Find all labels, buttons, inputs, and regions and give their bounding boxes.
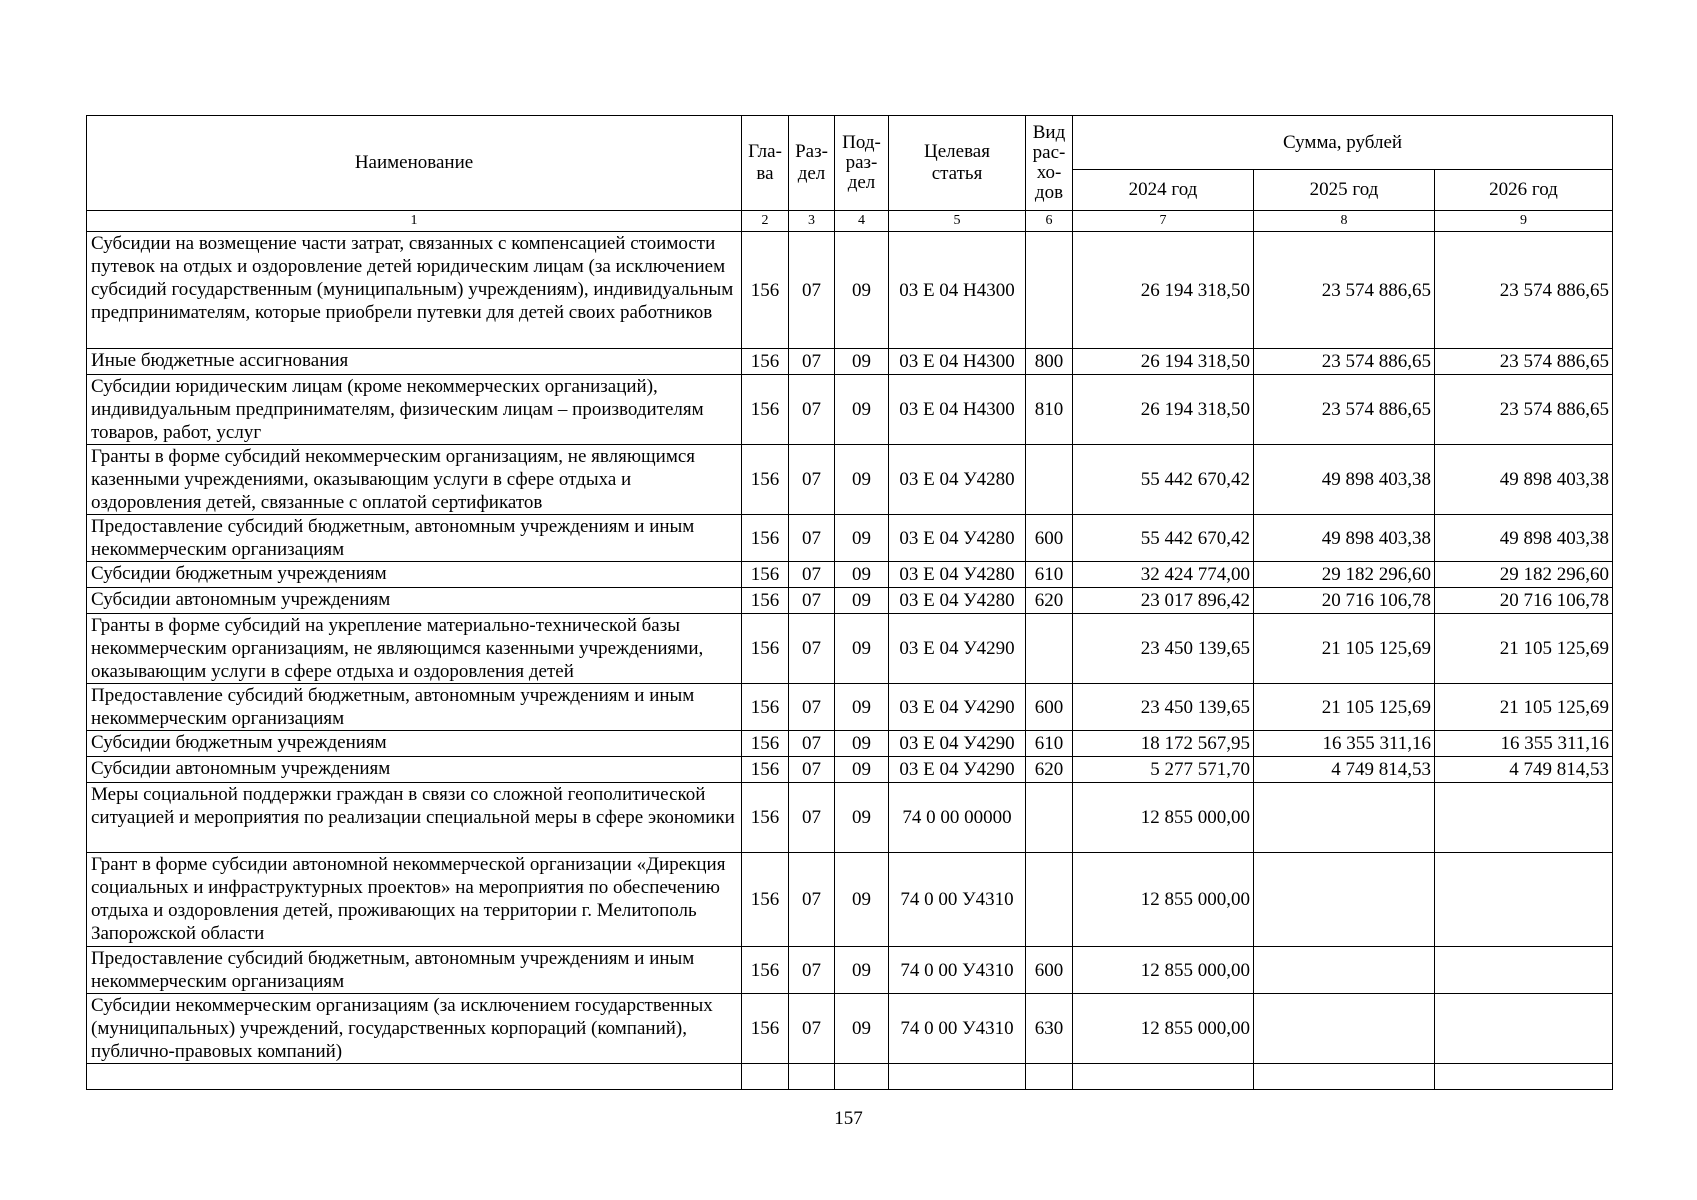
cell-expense-type: 620 <box>1026 757 1073 783</box>
column-number: 1 <box>87 211 742 232</box>
table-row <box>87 947 1613 994</box>
cell-sum-2026: 23 574 886,65 <box>1435 232 1613 349</box>
table-row <box>87 375 1613 445</box>
cell-sum-2025 <box>1254 1064 1435 1090</box>
cell-name: Гранты в форме субсидий на укрепление материально-технической базы некоммерческим организациям, не являющимся казенными учреждениями, оказывающим услуги в сфере отдыха и оздоровления детей <box>87 614 742 684</box>
cell-name: Предоставление субсидий бюджетным, автономным учреждениям и иным некоммерческим организациям <box>87 947 742 994</box>
header-2025-text: 2025 год <box>1309 179 1379 200</box>
cell-sum-2024: 55 442 670,42 <box>1073 515 1254 562</box>
cell-glava: 156 <box>742 731 789 757</box>
cell-target-article: 03 Е 04 У4290 <box>889 757 1026 783</box>
cell-target-article: 03 Е 04 У4290 <box>889 614 1026 684</box>
header-vid-text: Вид рас- хо- дов <box>1032 122 1066 203</box>
cell-sum-2025: 16 355 311,16 <box>1254 731 1435 757</box>
cell-sum-2025: 23 574 886,65 <box>1254 232 1435 349</box>
header-2026-text: 2026 год <box>1489 179 1558 200</box>
header-name-text: Наименование <box>354 152 474 173</box>
cell-razdel: 07 <box>789 731 835 757</box>
cell-sum-2025: 23 574 886,65 <box>1254 375 1435 445</box>
cell-podrazdel: 09 <box>835 562 889 588</box>
header-2025 <box>1254 170 1435 211</box>
cell-name: Меры социальной поддержки граждан в связи со сложной геополитической ситуацией и мероприятия по реализации специальной меры в сфере экономики <box>87 783 742 853</box>
cell-sum-2024: 12 855 000,00 <box>1073 994 1254 1064</box>
table-row <box>87 445 1613 515</box>
cell-sum-2024 <box>1073 1064 1254 1090</box>
cell-sum-2024: 23 017 896,42 <box>1073 588 1254 614</box>
table-row <box>87 684 1613 731</box>
cell-sum-2026 <box>1435 947 1613 994</box>
header-2024-text: 2024 год <box>1128 179 1198 200</box>
cell-razdel: 07 <box>789 757 835 783</box>
header-target-text: Целевая статья <box>924 141 990 184</box>
cell-name: Субсидии бюджетным учреждениям <box>87 562 742 588</box>
cell-expense-type: 600 <box>1026 515 1073 562</box>
column-number-row <box>87 211 1613 232</box>
cell-sum-2025 <box>1254 994 1435 1064</box>
cell-glava: 156 <box>742 947 789 994</box>
cell-razdel: 07 <box>789 232 835 349</box>
cell-glava: 156 <box>742 614 789 684</box>
cell-podrazdel: 09 <box>835 445 889 515</box>
header-name <box>87 116 742 211</box>
cell-sum-2025: 49 898 403,38 <box>1254 445 1435 515</box>
cell-sum-2025: 4 749 814,53 <box>1254 757 1435 783</box>
cell-sum-2025: 20 716 106,78 <box>1254 588 1435 614</box>
cell-glava: 156 <box>742 757 789 783</box>
cell-podrazdel: 09 <box>835 757 889 783</box>
table-row <box>87 1064 1613 1090</box>
header-sum <box>1073 116 1613 170</box>
cell-target-article: 03 Е 04 У4290 <box>889 684 1026 731</box>
cell-target-article: 74 0 00 У4310 <box>889 994 1026 1064</box>
cell-sum-2024: 55 442 670,42 <box>1073 445 1254 515</box>
cell-podrazdel: 09 <box>835 783 889 853</box>
table-row <box>87 562 1613 588</box>
header-podrazdel <box>835 116 889 211</box>
cell-razdel: 07 <box>789 515 835 562</box>
header-glava <box>742 116 789 211</box>
table-row <box>87 783 1613 853</box>
table-row <box>87 731 1613 757</box>
cell-target-article: 03 Е 04 У4280 <box>889 515 1026 562</box>
column-number: 5 <box>889 211 1026 232</box>
cell-sum-2025: 29 182 296,60 <box>1254 562 1435 588</box>
cell-podrazdel: 09 <box>835 588 889 614</box>
table-row <box>87 588 1613 614</box>
cell-expense-type: 800 <box>1026 349 1073 375</box>
cell-sum-2024: 12 855 000,00 <box>1073 853 1254 947</box>
cell-sum-2024: 26 194 318,50 <box>1073 375 1254 445</box>
cell-glava: 156 <box>742 994 789 1064</box>
cell-podrazdel: 09 <box>835 684 889 731</box>
cell-podrazdel: 09 <box>835 349 889 375</box>
cell-razdel: 07 <box>789 614 835 684</box>
cell-razdel: 07 <box>789 588 835 614</box>
table-row <box>87 994 1613 1064</box>
cell-target-article: 74 0 00 У4310 <box>889 947 1026 994</box>
header-razdel-text: Раз- дел <box>795 141 828 184</box>
cell-razdel: 07 <box>789 947 835 994</box>
column-number: 8 <box>1254 211 1435 232</box>
cell-sum-2024: 26 194 318,50 <box>1073 232 1254 349</box>
cell-expense-type: 610 <box>1026 731 1073 757</box>
cell-sum-2026 <box>1435 1064 1613 1090</box>
cell-name: Субсидии автономным учреждениям <box>87 757 742 783</box>
cell-sum-2024: 23 450 139,65 <box>1073 614 1254 684</box>
cell-sum-2025: 49 898 403,38 <box>1254 515 1435 562</box>
cell-podrazdel: 09 <box>835 515 889 562</box>
cell-expense-type: 620 <box>1026 588 1073 614</box>
cell-sum-2026 <box>1435 783 1613 853</box>
column-number: 3 <box>789 211 835 232</box>
cell-target-article: 03 Е 04 Н4300 <box>889 232 1026 349</box>
cell-name <box>87 1064 742 1090</box>
cell-podrazdel <box>835 1064 889 1090</box>
cell-expense-type: 610 <box>1026 562 1073 588</box>
cell-sum-2024: 26 194 318,50 <box>1073 349 1254 375</box>
cell-podrazdel: 09 <box>835 375 889 445</box>
cell-glava: 156 <box>742 349 789 375</box>
cell-razdel: 07 <box>789 994 835 1064</box>
column-number: 2 <box>742 211 789 232</box>
cell-expense-type <box>1026 445 1073 515</box>
cell-name: Иные бюджетные ассигнования <box>87 349 742 375</box>
cell-podrazdel: 09 <box>835 232 889 349</box>
header-glava-text: Гла- ва <box>748 141 782 184</box>
cell-sum-2026: 16 355 311,16 <box>1435 731 1613 757</box>
cell-name: Субсидии на возмещение части затрат, связанных с компенсацией стоимости путевок на отдых и оздоровление детей юридическим лицам (за исключением субсидий государственным (муниципальным) учреждениям), индивидуальным предпринимателям, которые приобрели путевки для детей своих работников <box>87 232 742 349</box>
cell-target-article: 03 Е 04 У4280 <box>889 445 1026 515</box>
table-row <box>87 853 1613 947</box>
cell-name: Предоставление субсидий бюджетным, автономным учреждениям и иным некоммерческим организациям <box>87 684 742 731</box>
cell-target-article: 03 Е 04 У4280 <box>889 562 1026 588</box>
cell-sum-2026 <box>1435 853 1613 947</box>
cell-sum-2024: 32 424 774,00 <box>1073 562 1254 588</box>
cell-glava: 156 <box>742 375 789 445</box>
header-sum-text: Сумма, рублей <box>1282 131 1403 153</box>
cell-name: Субсидии некоммерческим организациям (за исключением государственных (муниципальных) учреждений, государственных корпораций (компаний), публично-правовых компаний) <box>87 994 742 1064</box>
cell-podrazdel: 09 <box>835 994 889 1064</box>
cell-expense-type: 810 <box>1026 375 1073 445</box>
header-podrazdel-text: Под- раз- дел <box>842 132 881 193</box>
cell-sum-2026: 21 105 125,69 <box>1435 614 1613 684</box>
cell-sum-2025 <box>1254 947 1435 994</box>
cell-target-article: 03 Е 04 У4280 <box>889 588 1026 614</box>
cell-expense-type: 600 <box>1026 684 1073 731</box>
cell-sum-2024: 12 855 000,00 <box>1073 783 1254 853</box>
cell-glava <box>742 1064 789 1090</box>
cell-glava: 156 <box>742 783 789 853</box>
cell-sum-2024: 23 450 139,65 <box>1073 684 1254 731</box>
cell-podrazdel: 09 <box>835 947 889 994</box>
header-target <box>889 116 1026 211</box>
budget-table <box>86 115 1613 1090</box>
cell-sum-2025 <box>1254 853 1435 947</box>
cell-podrazdel: 09 <box>835 731 889 757</box>
cell-podrazdel: 09 <box>835 614 889 684</box>
cell-sum-2025 <box>1254 783 1435 853</box>
cell-sum-2025: 21 105 125,69 <box>1254 614 1435 684</box>
cell-expense-type <box>1026 853 1073 947</box>
cell-sum-2026: 29 182 296,60 <box>1435 562 1613 588</box>
cell-sum-2026: 23 574 886,65 <box>1435 349 1613 375</box>
cell-name: Гранты в форме субсидий некоммерческим организациям, не являющимся казенными учреждениями, оказывающим услуги в сфере отдыха и оздоровления детей, связанные с оплатой сертификатов <box>87 445 742 515</box>
cell-expense-type: 630 <box>1026 994 1073 1064</box>
table-row <box>87 349 1613 375</box>
budget-sheet <box>86 115 1612 1090</box>
cell-target-article: 03 Е 04 Н4300 <box>889 349 1026 375</box>
cell-sum-2026: 20 716 106,78 <box>1435 588 1613 614</box>
cell-razdel <box>789 1064 835 1090</box>
cell-razdel: 07 <box>789 562 835 588</box>
header-2026 <box>1435 170 1613 211</box>
header-2024 <box>1073 170 1254 211</box>
cell-expense-type <box>1026 783 1073 853</box>
header-vid <box>1026 116 1073 211</box>
table-body <box>87 232 1613 1090</box>
cell-glava: 156 <box>742 853 789 947</box>
cell-glava: 156 <box>742 515 789 562</box>
cell-expense-type: 600 <box>1026 947 1073 994</box>
cell-sum-2026: 49 898 403,38 <box>1435 515 1613 562</box>
cell-sum-2026: 23 574 886,65 <box>1435 375 1613 445</box>
cell-sum-2024: 5 277 571,70 <box>1073 757 1254 783</box>
cell-sum-2025: 23 574 886,65 <box>1254 349 1435 375</box>
cell-glava: 156 <box>742 445 789 515</box>
cell-sum-2026 <box>1435 994 1613 1064</box>
cell-name: Субсидии юридическим лицам (кроме некоммерческих организаций), индивидуальным предпринимателям, физическим лицам – производителям товаров, работ, услуг <box>87 375 742 445</box>
cell-glava: 156 <box>742 232 789 349</box>
cell-expense-type <box>1026 1064 1073 1090</box>
cell-glava: 156 <box>742 588 789 614</box>
page-number: 157 <box>834 1108 863 1129</box>
cell-name: Субсидии автономным учреждениям <box>87 588 742 614</box>
column-number: 9 <box>1435 211 1613 232</box>
cell-razdel: 07 <box>789 349 835 375</box>
cell-sum-2026: 49 898 403,38 <box>1435 445 1613 515</box>
cell-razdel: 07 <box>789 375 835 445</box>
cell-sum-2025: 21 105 125,69 <box>1254 684 1435 731</box>
cell-target-article <box>889 1064 1026 1090</box>
cell-expense-type <box>1026 232 1073 349</box>
cell-sum-2026: 21 105 125,69 <box>1435 684 1613 731</box>
cell-razdel: 07 <box>789 783 835 853</box>
cell-sum-2024: 18 172 567,95 <box>1073 731 1254 757</box>
cell-name: Предоставление субсидий бюджетным, автономным учреждениям и иным некоммерческим организациям <box>87 515 742 562</box>
table-row <box>87 232 1613 349</box>
cell-glava: 156 <box>742 562 789 588</box>
table-row <box>87 757 1613 783</box>
cell-name: Грант в форме субсидии автономной некоммерческой организации «Дирекция социальных и инфраструктурных проектов» на мероприятия по обеспечению отдыха и оздоровления детей, проживающих на территории г. Мелитополь Запорожской области <box>87 853 742 947</box>
column-number: 6 <box>1026 211 1073 232</box>
cell-target-article: 03 Е 04 Н4300 <box>889 375 1026 445</box>
cell-razdel: 07 <box>789 684 835 731</box>
cell-expense-type <box>1026 614 1073 684</box>
table-row <box>87 614 1613 684</box>
cell-razdel: 07 <box>789 853 835 947</box>
header-razdel <box>789 116 835 211</box>
column-number: 4 <box>835 211 889 232</box>
cell-glava: 156 <box>742 684 789 731</box>
cell-name: Субсидии бюджетным учреждениям <box>87 731 742 757</box>
cell-razdel: 07 <box>789 445 835 515</box>
column-number: 7 <box>1073 211 1254 232</box>
cell-target-article: 03 Е 04 У4290 <box>889 731 1026 757</box>
cell-target-article: 74 0 00 00000 <box>889 783 1026 853</box>
cell-podrazdel: 09 <box>835 853 889 947</box>
cell-sum-2024: 12 855 000,00 <box>1073 947 1254 994</box>
cell-sum-2026: 4 749 814,53 <box>1435 757 1613 783</box>
cell-target-article: 74 0 00 У4310 <box>889 853 1026 947</box>
table-row <box>87 515 1613 562</box>
